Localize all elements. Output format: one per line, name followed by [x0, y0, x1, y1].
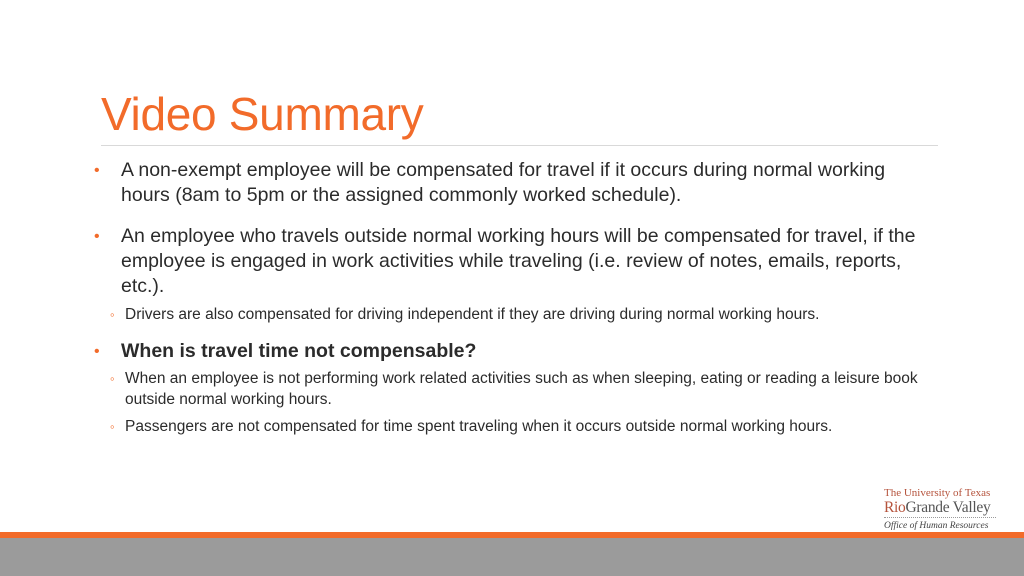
sub-bullet-marker: ◦ [110, 371, 115, 386]
logo-divider [884, 517, 996, 520]
title-divider [101, 145, 938, 146]
footer-band [0, 538, 1024, 576]
sub-bullet-item [90, 368, 930, 410]
sub-bullet-item [90, 304, 930, 325]
bullet-text: A non-exempt employee will be compensated for travel if it occurs during normal working hours (8am to 5pm or the assigned commonly worked schedule). [121, 159, 886, 206]
logo-university-line: The University of Texas [884, 487, 991, 499]
bullet-marker: • [94, 228, 100, 245]
slide-title: Video Summary [101, 88, 424, 140]
slide-content [90, 158, 930, 437]
bullet-text-bold: When is travel time not compensable? [121, 340, 477, 362]
bullet-marker: • [94, 343, 100, 360]
sub-bullet-text: Passengers are not compensated for time spent traveling when it occurs outside normal working hours. [125, 418, 833, 435]
bullet-item [90, 158, 930, 208]
utrgv-logo [884, 487, 1016, 531]
sub-bullet-marker: ◦ [110, 307, 115, 322]
sub-bullet-text: Drivers are also compensated for driving independent if they are driving during normal working hours. [125, 306, 820, 323]
bullet-text: An employee who travels outside normal working hours will be compensated for travel, if the employee is engaged in work activities while traveling (i.e. review of notes, emails, reports, etc.). [121, 225, 916, 297]
bullet-item [90, 224, 921, 299]
sub-bullet-text: When an employee is not performing work related activities such as when sleeping, eating or reading a leisure book outside normal working hours. [125, 370, 918, 408]
sub-bullet-item [90, 416, 930, 437]
logo-name-line: RioGrande Valley [884, 499, 991, 516]
logo-office-line: Office of Human Resources [884, 521, 989, 531]
bullet-marker: • [94, 162, 100, 179]
sub-bullet-marker: ◦ [110, 419, 115, 434]
bullet-item [90, 339, 930, 364]
